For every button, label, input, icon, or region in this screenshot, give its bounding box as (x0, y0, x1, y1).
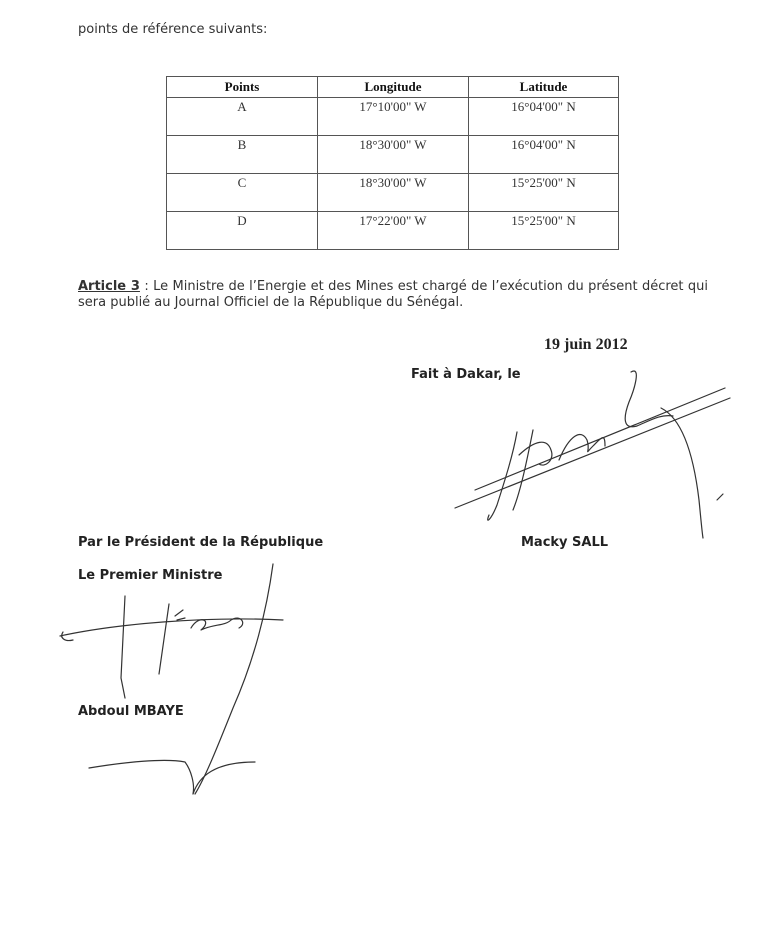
article-paragraph (78, 279, 708, 311)
pm-title: Le Premier Ministre (78, 568, 223, 583)
cell-longitude: 18°30'00" W (318, 136, 469, 174)
signature-date: 19 juin 2012 (544, 336, 628, 353)
cell-latitude: 15°25'00" N (469, 174, 619, 212)
cell-longitude: 17°22'00" W (318, 212, 469, 250)
header-latitude: Latitude (469, 77, 619, 98)
by-president-line: Par le Président de la République (78, 535, 324, 550)
president-name: Macky SALL (521, 535, 609, 550)
president-signature (455, 360, 745, 545)
cell-latitude: 16°04'00" N (469, 136, 619, 174)
table-row (167, 136, 619, 174)
table-row (167, 174, 619, 212)
header-longitude: Longitude (318, 77, 469, 98)
cell-point: B (167, 136, 318, 174)
cell-longitude: 17°10'00" W (318, 98, 469, 136)
article-text: : Le Ministre de l’Energie et des Mines est chargé de l’exécution du présent décret qui sera publié au Journal Officiel de la République du Sénégal. (78, 279, 708, 310)
signing-place: Fait à Dakar, le (411, 367, 521, 382)
prime-minister-signature (55, 558, 295, 798)
cell-latitude: 16°04'00" N (469, 98, 619, 136)
cell-point: A (167, 98, 318, 136)
header-points: Points (167, 77, 318, 98)
pm-name: Abdoul MBAYE (78, 704, 184, 719)
cell-longitude: 18°30'00" W (318, 174, 469, 212)
cell-latitude: 15°25'00" N (469, 212, 619, 250)
table-row (167, 212, 619, 250)
table-header-row (167, 77, 619, 98)
intro-text: points de référence suivants: (78, 22, 268, 37)
cell-point: C (167, 174, 318, 212)
cell-point: D (167, 212, 318, 250)
table-row (167, 98, 619, 136)
reference-points-table (166, 76, 619, 250)
article-label: Article 3 (78, 279, 140, 294)
